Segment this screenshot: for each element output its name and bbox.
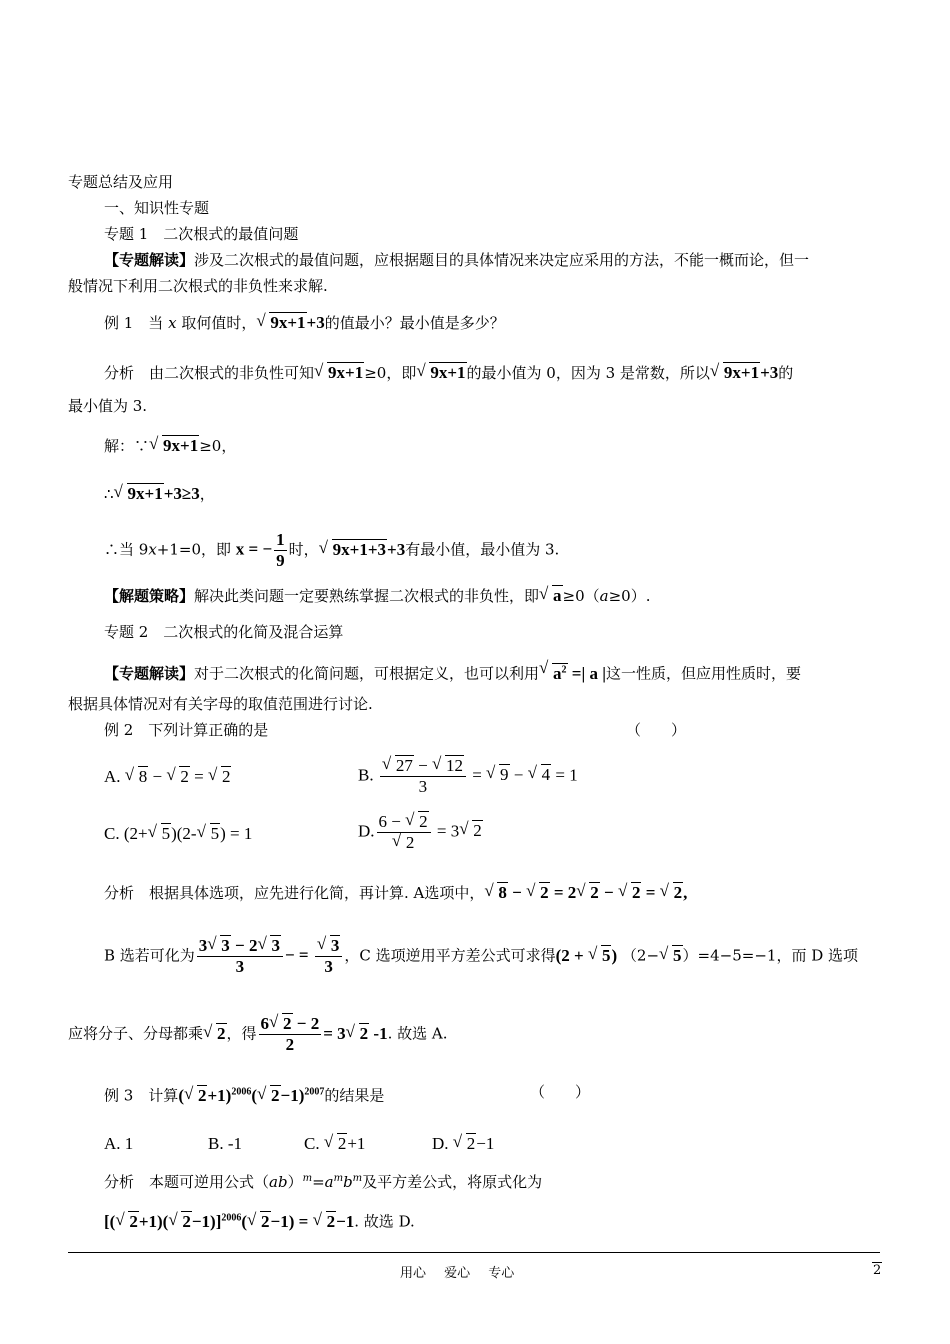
example1-solution-1: 解：∵√ 9x+1≥0， bbox=[104, 436, 236, 456]
example1-analysis: 分析 由二次根式的非负性可知√ 9x+1≥0，即√ 9x+1的最小值为 0，因为 3 是常数，所以√ 9x+1+3的 bbox=[104, 363, 793, 383]
topic2-reading-cont: 根据具体情况对有关字母的取值范围进行讨论. bbox=[68, 695, 373, 713]
example2-analysis-2: B 选若可化为 $\frac{3√ 3 - 2√ 3}{3}$ − = √ $\frac{3}{3}$ ，C 选项逆用平方差公式可求得(2 + √ 5) （2−√ 5）=4−5=−1，而 D 选项 bbox=[104, 936, 858, 977]
example3-final: [(√ 2+1)(√ 2−1)]$^{2006}$(√ 2−1) = √ 2−1. 故选 D. bbox=[104, 1208, 415, 1232]
example1-question: 例 1 当 x 取何值时，√ 9x+1+3的值最小？最小值是多少？ bbox=[104, 313, 505, 333]
example3-option-a: A. 1 bbox=[104, 1134, 134, 1153]
topic1-reading-cont: 般情况下利用二次根式的非负性来求解. bbox=[68, 277, 328, 295]
topic1-read-text: 涉及二次根式的最值问题，应根据题目的具体情况来决定应采用的方法，不能一概而论，但一 bbox=[194, 251, 810, 269]
example2-answer-paren: （ ） bbox=[626, 721, 687, 739]
topic2-reading: 【专题解读】对于二次根式的化简问题，可根据定义，也可以利用√ $a^2$ =| a |这一性质，但应用性质时，要 bbox=[104, 660, 801, 684]
page-heading: 专题总结及应用 bbox=[68, 173, 174, 191]
topic1-reading bbox=[104, 250, 809, 270]
example2-analysis-3: 应将分子、分母都乘√ 2，得 $\frac{6√ 2 - 2}{2}$ = 3√ 2 -1. 故选 A. bbox=[68, 1014, 447, 1055]
page-number: 2 bbox=[873, 1263, 882, 1278]
example2-question: 例 2 下列计算正确的是 bbox=[104, 721, 269, 739]
example1-solution-2: ∴√ 9x+1+3≥3， bbox=[104, 484, 215, 504]
section-title: 一、知识性专题 bbox=[104, 199, 210, 217]
example2-option-b: B. √ $\frac{27 - √ 12}{3}$ = √ 9 − √ 4 = 1 bbox=[358, 756, 578, 797]
example3-option-c: C. √ 2+1 bbox=[304, 1134, 365, 1154]
topic1-read-tag: 【专题解读】 bbox=[104, 251, 195, 269]
example3-option-d: D. √ 2−1 bbox=[432, 1134, 494, 1154]
example2-option-a: A. √ 8 − √ 2 = √ 2 bbox=[104, 767, 231, 787]
topic1-title: 专题 1 二次根式的最值问题 bbox=[104, 225, 299, 243]
footer-text: 用心 爱心 专心 bbox=[400, 1266, 515, 1281]
example3-answer-paren: （ ） bbox=[530, 1083, 591, 1101]
example2-option-c: C. (2+√ 5)(2-√ 5) = 1 bbox=[104, 824, 252, 844]
strategy: 【解题策略】解决此类问题一定要熟练掌握二次根式的非负性，即√ a≥0（a≥0）. bbox=[104, 586, 651, 606]
example2-analysis-1: 分析 根据具体选项，应先进行化简，再计算. A选项中，√ 8 − √ 2 = 2√ 2 − √ 2 = √ 2, bbox=[104, 883, 687, 903]
example3-analysis: 分析 本题可逆用公式$(ab)^m=a^mb^m$及平方差公式，将原式化为 bbox=[104, 1173, 543, 1191]
example3-question: 例 3 计算(√ 2+1)$^{2006}$(√ 2−1)$^{2007}$的结果是 bbox=[104, 1082, 384, 1106]
example1-analysis-end: 最小值为 3. bbox=[68, 397, 148, 415]
footer-divider bbox=[68, 1252, 880, 1253]
expr-sqrt9x1-plus3: √ 9x+1+3 bbox=[256, 313, 324, 332]
topic2-title: 专题 2 二次根式的化简及混合运算 bbox=[104, 623, 344, 641]
example3-option-b: B. -1 bbox=[208, 1134, 242, 1153]
example1-solution-3: ∴当 9x+1=0，即 x = − $\frac{1}{9}$ 时，√ 9x+1+3+3有最小值，最小值为 3. bbox=[104, 530, 559, 571]
example2-option-d: D. 6 − √ 2 √ 2 = 3√ 2 bbox=[358, 812, 483, 853]
